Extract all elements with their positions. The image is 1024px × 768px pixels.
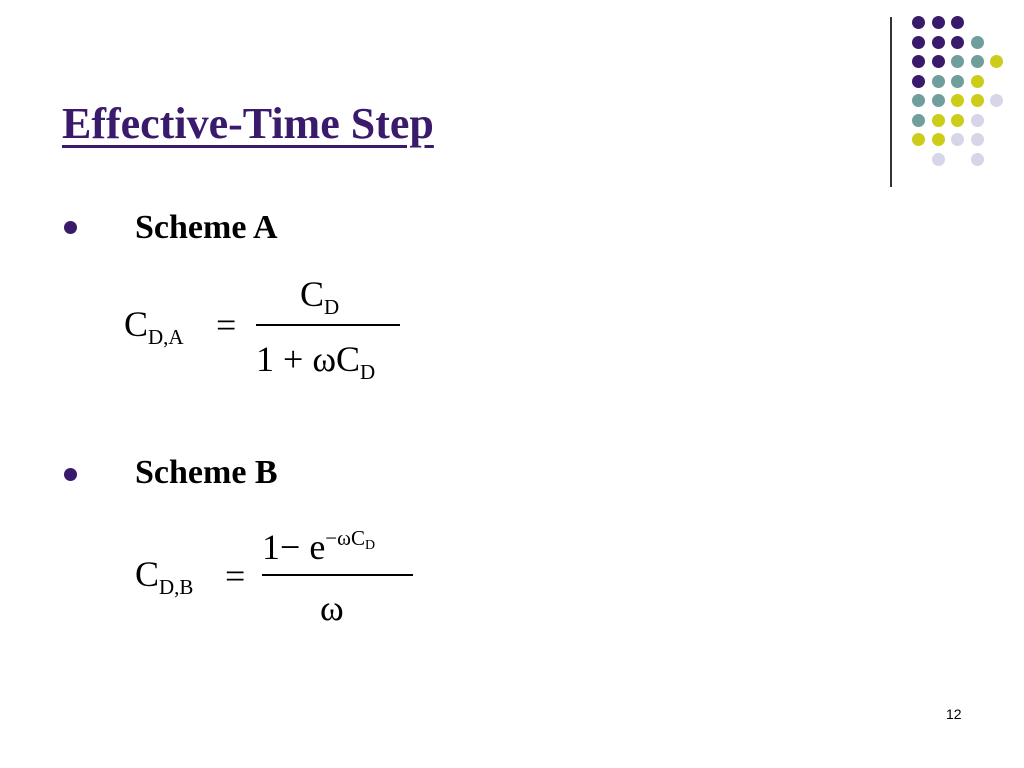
decor-dot-yellow [912,133,925,146]
formula-a-lhs-symbol: C [124,304,149,344]
decor-dot-teal [951,75,964,88]
formula-a-fraction-bar [256,324,400,326]
formula-b-lhs-subscript: D,B [159,575,194,599]
decor-dot-lavender [971,133,984,146]
formula-a-numerator-symbol: C [300,274,325,314]
formula-b-lhs-symbol: C [135,554,160,594]
formula-b-exponent-minus: − [325,526,338,550]
decor-dot-lavender [990,94,1003,107]
decor-dot-teal [932,75,945,88]
bullet-label-scheme-a: Scheme A [135,209,278,246]
decor-dot-purple [932,36,945,49]
formula-b-equals: = [225,556,246,596]
decor-dot-purple [912,55,925,68]
formula-a-equals: = [216,305,237,345]
decor-dot-purple [912,75,925,88]
decor-dot-yellow [951,114,964,127]
decor-dot-lavender [971,153,984,166]
decor-dot-yellow [932,114,945,127]
formula-a-denominator-omega: ω [312,339,337,379]
slide-title: Effective-Time Step [62,99,434,148]
decor-dot-purple [912,36,925,49]
title-divider-line [890,17,892,187]
formula-b-denominator-omega: ω [320,588,344,628]
decor-dot-lavender [932,153,945,166]
formula-a-denominator-subscript: D [360,360,376,384]
decor-dot-teal [912,114,925,127]
decor-dot-yellow [932,133,945,146]
decor-dot-teal [971,55,984,68]
decor-dot-teal [912,94,925,107]
formula-b-exponent-omega: ω [337,526,351,550]
decor-dot-lavender [951,133,964,146]
formula-b-exponent-subscript: D [364,538,376,553]
formula-b-numerator-e: e [309,527,326,567]
formula-b-exponent [325,526,376,553]
decor-dot-yellow [971,75,984,88]
formula-a-denominator-symbol: C [336,339,361,379]
formula-a-denominator [256,341,375,383]
decor-dot-purple [951,16,964,29]
formula-b-numerator-one: 1 [262,527,280,567]
decor-dot-lavender [971,114,984,127]
formula-b-fraction-bar [262,574,413,576]
formula-b-lhs [135,556,193,598]
formula-a-numerator-subscript: D [324,295,340,319]
decor-dot-purple [912,16,925,29]
decor-dot-teal [971,36,984,49]
formula-a-numerator [300,276,339,318]
bullet-dot-scheme-b [64,468,77,481]
decor-dot-purple [932,55,945,68]
bullet-label-scheme-b: Scheme B [135,454,278,491]
decor-dot-yellow [971,94,984,107]
formula-a-lhs-subscript: D,A [148,325,184,349]
decor-dot-yellow [990,55,1003,68]
formula-b-denominator [320,590,344,626]
decor-dot-purple [932,16,945,29]
page-number: 12 [946,706,962,722]
formula-a-lhs [124,306,184,348]
formula-a-denominator-one: 1 [256,339,274,379]
decor-dot-purple [951,36,964,49]
decor-dot-teal [932,94,945,107]
decor-dot-teal [951,55,964,68]
formula-a-denominator-plus: + [283,339,304,379]
formula-b-numerator [262,528,375,565]
formula-b-numerator-minus: − [280,527,301,567]
decor-dot-yellow [951,94,964,107]
formula-b-exponent-symbol: C [350,526,365,550]
bullet-dot-scheme-a [64,221,77,234]
